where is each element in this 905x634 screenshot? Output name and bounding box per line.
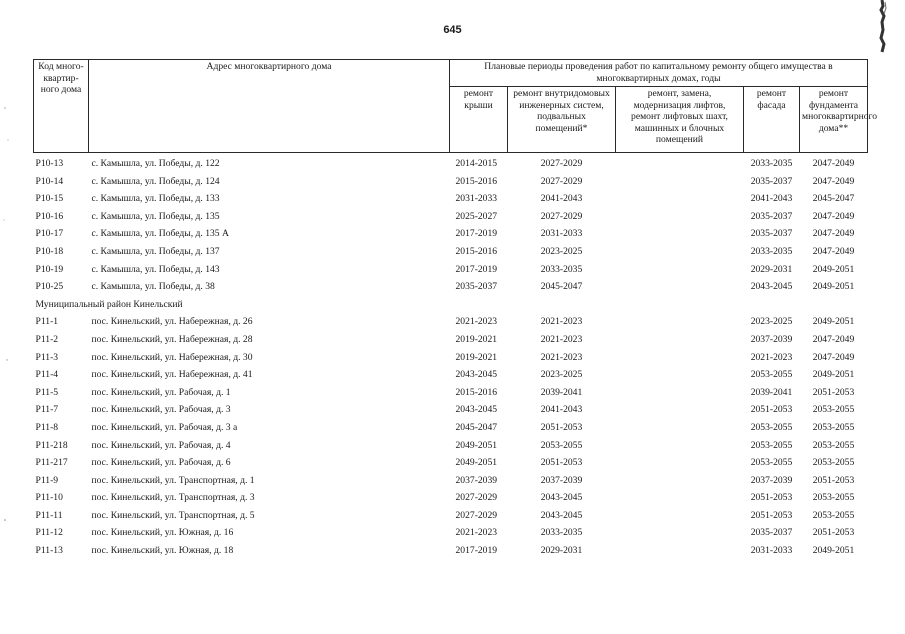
facade-period: 2035-2037 (750, 210, 793, 222)
elevators-period (616, 401, 744, 419)
systems-period: 2039-2041 (540, 386, 583, 398)
foundation-period: 2047-2049 (812, 245, 855, 257)
house-code: Р10-15 (35, 193, 64, 205)
roof-period: 2043-2045 (455, 404, 498, 416)
house-address: пос. Кинельский, ул. Транспортная, д. 5 (91, 509, 255, 521)
elevators-period (616, 331, 744, 349)
house-address: пос. Кинельский, ул. Рабочая, д. 3 (91, 404, 231, 416)
facade-period: 2035-2037 (750, 228, 793, 240)
foundation-period: 2047-2049 (812, 351, 855, 363)
facade-period: 2043-2045 (750, 281, 793, 293)
systems-period: 2037-2039 (540, 474, 583, 486)
foundation-period: 2049-2051 (812, 281, 855, 293)
table-row (34, 542, 868, 560)
house-address: пос. Кинельский, ул. Рабочая, д. 3 а (91, 421, 238, 433)
roof-period: 2019-2021 (455, 351, 498, 363)
table-row (34, 313, 868, 331)
page-number: 645 (443, 24, 462, 36)
roof-period: 2015-2016 (455, 245, 498, 257)
foundation-period: 2049-2051 (812, 316, 855, 328)
facade-period: 2037-2039 (750, 333, 793, 345)
table-row (34, 278, 868, 296)
house-address: пос. Кинельский, ул. Набережная, д. 41 (91, 369, 253, 381)
foundation-period: 2053-2055 (812, 492, 855, 504)
foundation-period: 2049-2051 (812, 545, 855, 557)
house-code: Р10-19 (35, 263, 64, 275)
table-row (34, 419, 868, 437)
table-row (34, 243, 868, 261)
scan-edge-mark (874, 0, 890, 52)
house-address: пос. Кинельский, ул. Южная, д. 18 (91, 545, 234, 557)
roof-period: 2049-2051 (455, 457, 498, 469)
house-address: с. Камышла, ул. Победы, д. 124 (91, 175, 220, 187)
roof-period: 2027-2029 (455, 509, 498, 521)
table-row (34, 153, 868, 173)
facade-period: 2035-2037 (750, 175, 793, 187)
foundation-period: 2047-2049 (812, 228, 855, 240)
house-code: Р11-3 (35, 351, 59, 363)
foundation-period: 2053-2055 (812, 457, 855, 469)
facade-period: 2037-2039 (750, 474, 793, 486)
systems-period: 2051-2053 (540, 421, 583, 433)
header-address: Адрес многоквартирного дома (89, 60, 450, 153)
elevators-period (616, 208, 744, 226)
table-row (34, 173, 868, 191)
foundation-period: 2045-2047 (812, 193, 855, 205)
table-row (34, 225, 868, 243)
facade-period: 2033-2035 (750, 158, 793, 169)
foundation-period: 2047-2049 (812, 210, 855, 222)
systems-period: 2031-2033 (540, 228, 583, 240)
elevators-period (616, 419, 744, 437)
elevators-period (616, 153, 744, 173)
facade-period: 2051-2053 (750, 404, 793, 416)
facade-period: 2053-2055 (750, 439, 793, 451)
house-address: с. Камышла, ул. Победы, д. 135 А (91, 228, 229, 240)
house-address: с. Камышла, ул. Победы, д. 122 (91, 158, 220, 169)
elevators-period (616, 173, 744, 191)
house-address: пос. Кинельский, ул. Рабочая, д. 6 (91, 457, 231, 469)
foundation-period: 2051-2053 (812, 386, 855, 398)
foundation-period: 2053-2055 (812, 439, 855, 451)
systems-period: 2041-2043 (540, 193, 583, 205)
table-row (34, 384, 868, 402)
foundation-period: 2049-2051 (812, 369, 855, 381)
systems-period: 2027-2029 (540, 158, 583, 169)
roof-period: 2017-2019 (455, 263, 498, 275)
systems-period: 2023-2025 (540, 245, 583, 257)
roof-period: 2021-2023 (455, 316, 498, 328)
systems-period: 2051-2053 (540, 457, 583, 469)
header-foundation: ремонт фундамента многоквартирного дома** (800, 87, 868, 153)
roof-period: 2037-2039 (455, 474, 498, 486)
systems-period: 2045-2047 (540, 281, 583, 293)
house-code: Р10-18 (35, 245, 64, 257)
foundation-period: 2049-2051 (812, 263, 855, 275)
header-code: Код много-квартир-ного дома (34, 60, 89, 153)
scan-noise (2, 100, 16, 540)
house-code: Р11-1 (35, 316, 59, 328)
elevators-period (616, 384, 744, 402)
house-code: Р11-217 (35, 457, 68, 469)
elevators-period (616, 524, 744, 542)
table-row (34, 208, 868, 226)
foundation-period: 2053-2055 (812, 421, 855, 433)
house-code: Р11-8 (35, 421, 59, 433)
elevators-period (616, 472, 744, 490)
table-row (34, 437, 868, 455)
table-section (34, 296, 868, 314)
house-code: Р11-12 (35, 527, 63, 539)
facade-period: 2053-2055 (750, 369, 793, 381)
elevators-period (616, 542, 744, 560)
table-row (34, 454, 868, 472)
elevators-period (616, 313, 744, 331)
house-code: Р10-13 (35, 158, 64, 169)
systems-period: 2021-2023 (540, 333, 583, 345)
house-code: Р10-25 (35, 281, 64, 293)
table-row (34, 401, 868, 419)
house-address: с. Камышла, ул. Победы, д. 135 (91, 210, 220, 222)
house-address: пос. Кинельский, ул. Транспортная, д. 3 (91, 492, 255, 504)
systems-period: 2027-2029 (540, 175, 583, 187)
roof-period: 2025-2027 (455, 210, 498, 222)
table-row (34, 366, 868, 384)
house-code: Р10-16 (35, 210, 64, 222)
foundation-period: 2047-2049 (812, 175, 855, 187)
roof-period: 2015-2016 (455, 386, 498, 398)
house-address: пос. Кинельский, ул. Рабочая, д. 1 (91, 386, 231, 398)
house-address: пос. Кинельский, ул. Набережная, д. 30 (91, 351, 253, 363)
foundation-period: 2047-2049 (812, 158, 855, 169)
roof-period: 2049-2051 (455, 439, 498, 451)
facade-period: 2051-2053 (750, 509, 793, 521)
systems-period: 2033-2035 (540, 263, 583, 275)
elevators-period (616, 437, 744, 455)
house-code: Р11-9 (35, 474, 59, 486)
table-row (34, 524, 868, 542)
house-code: Р11-7 (35, 404, 59, 416)
roof-period: 2035-2037 (455, 281, 498, 293)
facade-period: 2039-2041 (750, 386, 793, 398)
facade-period: 2051-2053 (750, 492, 793, 504)
foundation-period: 2047-2049 (812, 333, 855, 345)
elevators-period (616, 349, 744, 367)
systems-period: 2041-2043 (540, 404, 583, 416)
systems-period: 2021-2023 (540, 351, 583, 363)
house-address: с. Камышла, ул. Победы, д. 137 (91, 245, 220, 257)
roof-period: 2017-2019 (455, 545, 498, 557)
roof-period: 2019-2021 (455, 333, 498, 345)
table-row (34, 331, 868, 349)
house-address: пос. Кинельский, ул. Набережная, д. 26 (91, 316, 253, 328)
house-address: пос. Кинельский, ул. Рабочая, д. 4 (91, 439, 231, 451)
facade-period: 2053-2055 (750, 421, 793, 433)
house-address: с. Камышла, ул. Победы, д. 143 (91, 263, 220, 275)
facade-period: 2029-2031 (750, 263, 793, 275)
header-elevators: ремонт, замена, модернизация лифтов, ремонт лифтовых шахт, машинных и блочных помещений (616, 87, 744, 153)
elevators-period (616, 366, 744, 384)
roof-period: 2043-2045 (455, 369, 498, 381)
table-row (34, 261, 868, 279)
house-address: пос. Кинельский, ул. Транспортная, д. 1 (91, 474, 255, 486)
house-code: Р11-10 (35, 492, 63, 504)
elevators-period (616, 190, 744, 208)
table-row (34, 489, 868, 507)
section-title: Муниципальный район Кинельский (35, 298, 183, 310)
systems-period: 2021-2023 (540, 316, 583, 328)
foundation-period: 2051-2053 (812, 527, 855, 539)
roof-period: 2014-2015 (455, 158, 498, 169)
facade-period: 2041-2043 (750, 193, 793, 205)
systems-period: 2043-2045 (540, 492, 583, 504)
roof-period: 2015-2016 (455, 175, 498, 187)
roof-period: 2045-2047 (455, 421, 498, 433)
header-systems: ремонт внутридомовых инженерных систем, подвальных помещений* (508, 87, 616, 153)
house-code: Р11-13 (35, 545, 63, 557)
elevators-period (616, 489, 744, 507)
facade-period: 2033-2035 (750, 245, 793, 257)
elevators-period (616, 261, 744, 279)
house-address: пос. Кинельский, ул. Южная, д. 16 (91, 527, 234, 539)
foundation-period: 2051-2053 (812, 474, 855, 486)
house-address: с. Камышла, ул. Победы, д. 38 (91, 281, 215, 293)
roof-period: 2031-2033 (455, 193, 498, 205)
roof-period: 2017-2019 (455, 228, 498, 240)
house-address: пос. Кинельский, ул. Набережная, д. 28 (91, 333, 253, 345)
header-facade: ремонт фасада (744, 87, 800, 153)
roof-period: 2027-2029 (455, 492, 498, 504)
house-code: Р11-4 (35, 369, 59, 381)
systems-period: 2043-2045 (540, 509, 583, 521)
systems-period: 2027-2029 (540, 210, 583, 222)
systems-period: 2023-2025 (540, 369, 583, 381)
table-body-kamyshla (34, 153, 868, 296)
facade-period: 2023-2025 (750, 316, 793, 328)
header-roof: ремонт крыши (450, 87, 508, 153)
elevators-period (616, 454, 744, 472)
elevators-period (616, 507, 744, 525)
repair-schedule-table (33, 59, 878, 560)
header-periods: Плановые периоды проведения работ по капитальному ремонту общего имущества в многоквартирных домах, годы (450, 60, 868, 87)
table-row (34, 507, 868, 525)
house-code: Р11-5 (35, 386, 59, 398)
table-row (34, 472, 868, 490)
house-address: с. Камышла, ул. Победы, д. 133 (91, 193, 220, 205)
systems-period: 2033-2035 (540, 527, 583, 539)
elevators-period (616, 243, 744, 261)
house-code: Р11-218 (35, 439, 68, 451)
facade-period: 2021-2023 (750, 351, 793, 363)
foundation-period: 2053-2055 (812, 404, 855, 416)
table-body-kinelsky (34, 313, 868, 559)
elevators-period (616, 225, 744, 243)
house-code: Р11-11 (35, 509, 63, 521)
systems-period: 2029-2031 (540, 545, 583, 557)
table-row (34, 349, 868, 367)
facade-period: 2031-2033 (750, 545, 793, 557)
systems-period: 2053-2055 (540, 439, 583, 451)
foundation-period: 2053-2055 (812, 509, 855, 521)
roof-period: 2021-2023 (455, 527, 498, 539)
facade-period: 2053-2055 (750, 457, 793, 469)
section-row (34, 296, 868, 314)
elevators-period (616, 278, 744, 296)
house-code: Р10-14 (35, 175, 64, 187)
facade-period: 2035-2037 (750, 527, 793, 539)
house-code: Р11-2 (35, 333, 59, 345)
table-row (34, 190, 868, 208)
house-code: Р10-17 (35, 228, 64, 240)
